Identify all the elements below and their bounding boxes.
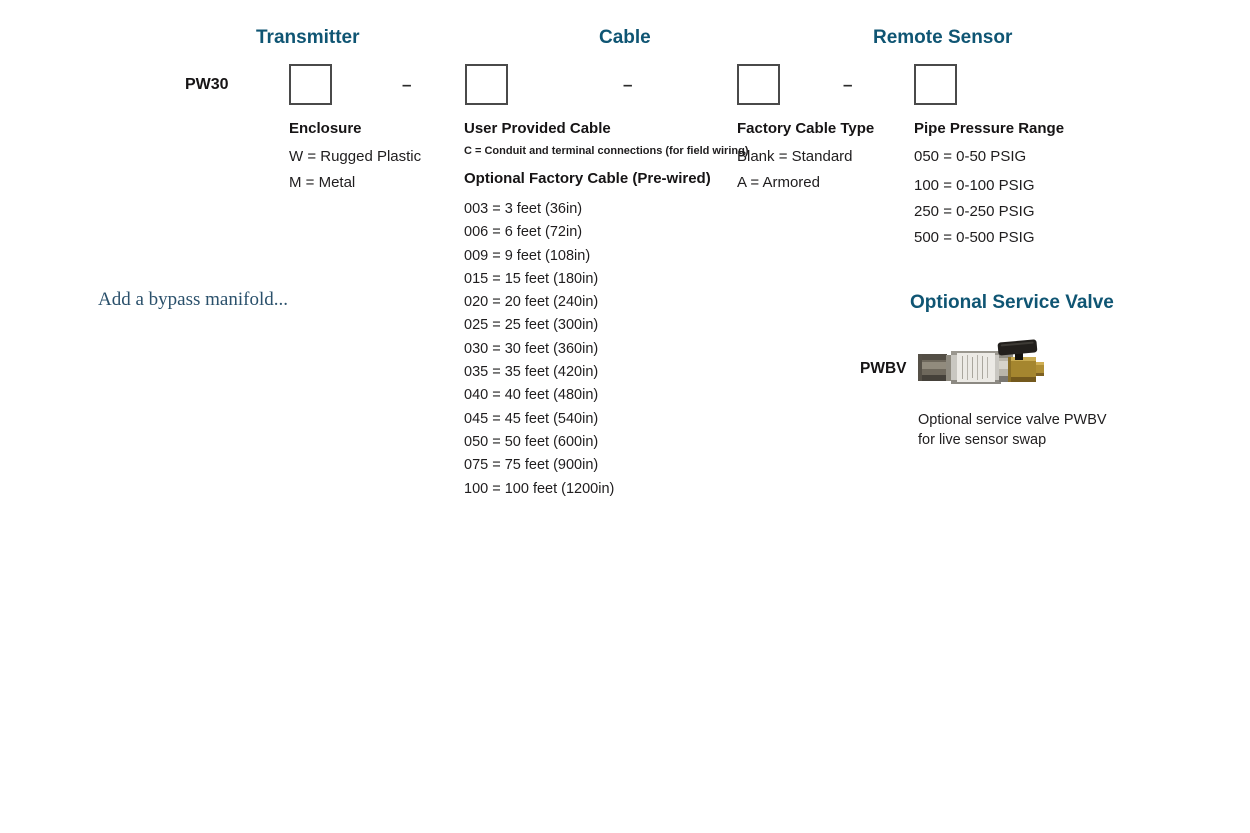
service-valve-photo [915, 336, 1044, 388]
pressure-range-option: 250 = 0-250 PSIG [914, 203, 1035, 220]
cable-length-option: 006 = 6 feet (72in) [464, 224, 583, 241]
code-box-pressure-range[interactable] [914, 64, 957, 105]
cable-length-option: 020 = 20 feet (240in) [464, 294, 599, 311]
optional-factory-cable-title: Optional Factory Cable (Pre-wired) [464, 170, 711, 187]
factory-cable-type-options [737, 144, 853, 196]
enclosure-options [289, 144, 421, 196]
factory-cable-type-option: A = Armored [737, 174, 820, 191]
cable-length-option: 045 = 45 feet (540in) [464, 410, 599, 427]
factory-cable-type-title: Factory Cable Type [737, 120, 875, 137]
pressure-range-option: 100 = 0-100 PSIG [914, 177, 1035, 194]
conduit-note: C = Conduit and terminal connections (for field wiring) [464, 145, 749, 157]
bypass-manifold-link[interactable]: Add a bypass manifold... [98, 289, 288, 310]
service-valve-caption [918, 410, 1107, 450]
cable-length-option: 050 = 50 feet (600in) [464, 433, 599, 450]
cable-length-option: 075 = 75 feet (900in) [464, 457, 599, 474]
separator-dash: – [843, 75, 853, 94]
enclosure-option: W = Rugged Plastic [289, 148, 422, 165]
pressure-range-option: 500 = 0-500 PSIG [914, 229, 1035, 246]
cable-length-option: 100 = 100 feet (1200in) [464, 480, 615, 497]
header-transmitter: Transmitter [256, 27, 360, 48]
cable-length-option: 009 = 9 feet (108in) [464, 247, 591, 264]
code-box-enclosure[interactable] [289, 64, 332, 105]
code-box-cable-type[interactable] [737, 64, 780, 105]
cable-length-options [464, 198, 614, 501]
header-remote-sensor: Remote Sensor [873, 27, 1013, 48]
enclosure-title: Enclosure [289, 120, 362, 137]
caption-line: Optional service valve PWBV [918, 412, 1107, 428]
separator-dash: – [623, 75, 633, 94]
factory-cable-type-option: Blank = Standard [737, 148, 853, 165]
cable-length-option: 025 = 25 feet (300in) [464, 317, 599, 334]
separator-dash: – [402, 75, 412, 94]
cable-length-option: 015 = 15 feet (180in) [464, 270, 599, 287]
caption-line: for live sensor swap [918, 432, 1047, 448]
cable-length-option: 035 = 35 feet (420in) [464, 364, 599, 381]
enclosure-option: M = Metal [289, 174, 356, 191]
optional-service-valve-title: Optional Service Valve [910, 292, 1114, 313]
cable-length-option: 040 = 40 feet (480in) [464, 387, 599, 404]
cable-length-option: 003 = 3 feet (36in) [464, 201, 583, 217]
pressure-range-option: 050 = 0-50 PSIG [914, 148, 1027, 165]
cable-length-option: 030 = 30 feet (360in) [464, 340, 599, 357]
code-box-cable[interactable] [465, 64, 508, 105]
pwbv-model-label: PWBV [860, 360, 907, 377]
pressure-range-options [914, 144, 1035, 251]
model-prefix-pw30: PW30 [185, 76, 229, 93]
user-provided-cable-title: User Provided Cable [464, 120, 611, 137]
pipe-pressure-range-title: Pipe Pressure Range [914, 120, 1065, 137]
header-cable: Cable [599, 27, 651, 48]
